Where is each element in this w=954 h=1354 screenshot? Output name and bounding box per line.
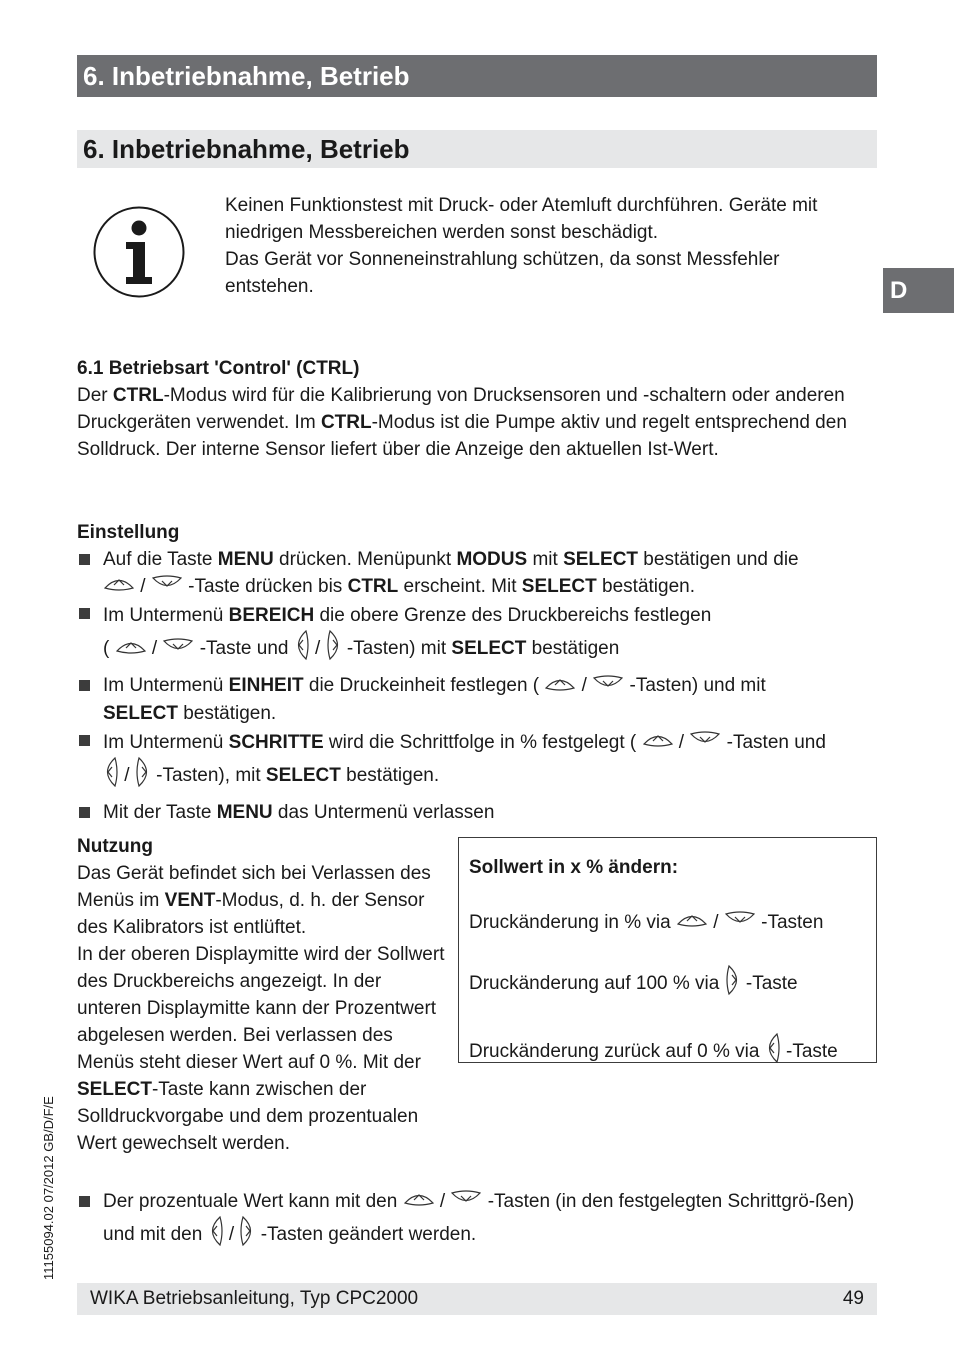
document-code: 11155094.02 07/2012 GB/D/F/E (41, 1096, 56, 1280)
section-6-1-heading: 6.1 Betriebsart 'Control' (CTRL) (77, 358, 360, 379)
chapter-header: 6. Inbetriebnahme, Betrieb (77, 55, 877, 97)
section-6-1-body: Der CTRL-Modus wird für die Kalibrierung von Drucksensoren und -schaltern oder anderen Druckgeräten verwendet. Im CTRL-Modus ist die Pumpe aktiv und regelt entsprechend den Solldruck. Der interne Sensor liefert über die Anzeige den aktuellen Ist-Wert. (77, 385, 847, 460)
arrow-up-key-icon (642, 729, 674, 756)
arrow-down-key-icon (151, 573, 183, 600)
page-number: 49 (842, 1288, 864, 1309)
einstellung-heading: Einstellung (77, 522, 180, 543)
arrow-left-key-icon (103, 756, 119, 796)
arrow-left-key-icon (765, 1032, 781, 1072)
list-item: Im Untermenü SCHRITTE wird die Schrittfolge in % festgelegt ( / -Tasten und / -Tasten), mit SELECT bestätigen. (77, 727, 877, 799)
arrow-down-key-icon (592, 673, 624, 700)
section-title: 6. Inbetriebnahme, Betrieb (77, 130, 877, 168)
arrow-left-key-icon (294, 629, 310, 669)
arrow-down-key-icon (689, 729, 721, 756)
nutzung-body-1: Das Gerät befindet sich bei Verlassen des Menüs im VENT-Modus, d. h. der Sensor des Kalibrators ist entlüftet. (77, 863, 431, 938)
final-bullet-section (77, 1188, 877, 1255)
arrow-up-key-icon (544, 673, 576, 700)
callout-line-2: Druckänderung auf 100 % via -Taste (469, 964, 876, 1004)
nutzung-section (77, 833, 447, 1157)
list-item: Mit der Taste MENU das Untermenü verlassen (77, 799, 877, 826)
footer-title: WIKA Betriebsanleitung, Typ CPC2000 (90, 1288, 419, 1309)
callout-line-3: Druckänderung zurück auf 0 % via -Taste (469, 1032, 876, 1072)
arrow-up-key-icon (403, 1188, 435, 1215)
einstellung-list (77, 546, 877, 826)
callout-title: Sollwert in x % ändern: (469, 857, 679, 878)
list-item: Im Untermenü EINHEIT die Druckeinheit festlegen ( / -Tasten) und mit SELECT bestätigen. (77, 672, 877, 726)
einstellung-section (77, 519, 877, 826)
arrow-right-key-icon (239, 1215, 255, 1255)
list-item: Im Untermenü BEREICH die obere Grenze des Druckbereichs festlegen ( / -Taste und / -Tasten) mit SELECT bestätigen (77, 600, 877, 672)
info-line-1: Keinen Funktionstest mit Druck- oder Atemluft durchführen. Geräte mit niedrigen Messbereichen werden sonst beschädigt. (225, 195, 818, 243)
final-bullet-list (77, 1188, 877, 1255)
list-item: Der prozentuale Wert kann mit den / -Tasten (in den festgelegten Schrittgrö-ßen) und mit den / -Tasten geändert werden. (77, 1188, 877, 1255)
nutzung-body-2: In der oberen Displaymitte wird der Sollwert des Druckbereichs angezeigt. In der unteren Displaymitte kann der Prozentwert abgelesen werden. Bei verlassen des Menüs steht dieser Wert auf 0 %. Mit der SELECT-Taste kann zwischen der Solldruckvorgabe und dem prozentualen Wert gewechselt werden. (77, 944, 445, 1154)
arrow-up-key-icon (115, 636, 147, 663)
arrow-right-key-icon (326, 629, 342, 669)
setpoint-callout-box (458, 837, 877, 1063)
language-tab: D (883, 268, 954, 313)
arrow-up-key-icon (103, 573, 135, 600)
arrow-down-key-icon (450, 1188, 482, 1215)
arrow-down-key-icon (724, 909, 756, 936)
footer (77, 1283, 877, 1315)
nutzung-heading: Nutzung (77, 836, 153, 857)
arrow-right-key-icon (135, 756, 151, 796)
info-note (225, 192, 865, 300)
callout-line-1: Druckänderung in % via / -Tasten (469, 909, 876, 936)
arrow-right-key-icon (725, 964, 741, 1004)
info-icon (92, 205, 186, 299)
list-item: Auf die Taste MENU drücken. Menüpunkt MODUS mit SELECT bestätigen und die / -Taste drücken bis CTRL erscheint. Mit SELECT bestätigen. (77, 546, 877, 600)
section-6-1 (77, 355, 877, 463)
arrow-up-key-icon (676, 909, 708, 936)
info-line-2: Das Gerät vor Sonneneinstrahlung schützen, da sonst Messfehler entstehen. (225, 249, 780, 297)
arrow-down-key-icon (162, 636, 194, 663)
arrow-left-key-icon (208, 1215, 224, 1255)
